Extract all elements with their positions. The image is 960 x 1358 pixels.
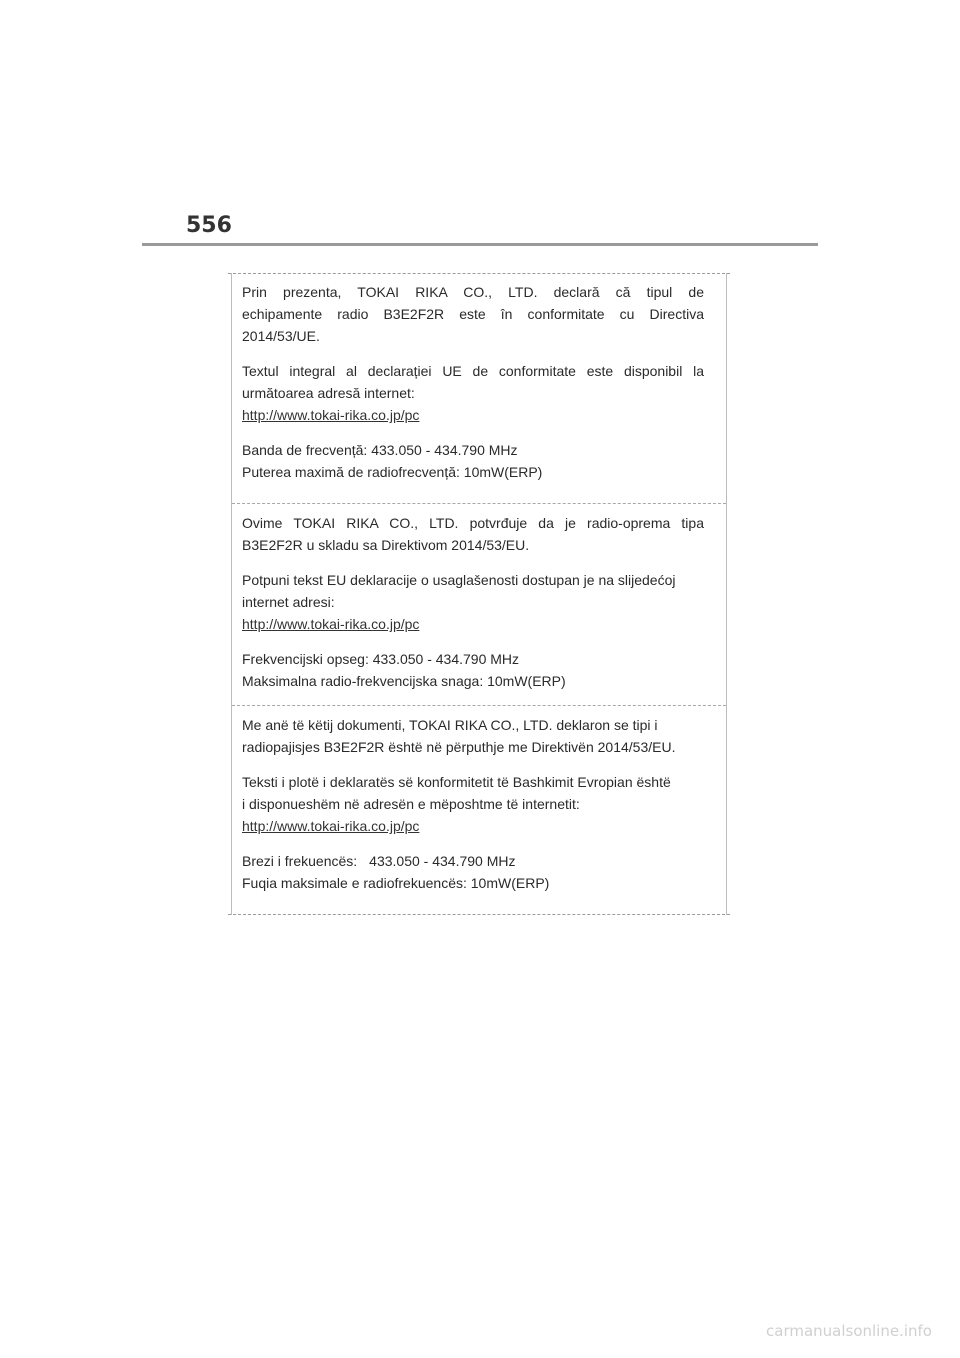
declaration-section-albanian [232,705,726,915]
watermark: carmanualsonline.info [766,1322,932,1340]
frequency-band: Frekvencijski opseg: 433.050 - 434.790 MHz [242,651,520,667]
declaration-box [231,273,727,915]
paragraph-line: Prin prezenta, TOKAI RIKA CO., LTD. declară că tipul de [242,284,704,300]
paragraph-line: i disponueshëm në adresën e mëposhtme të internetit: [242,796,580,812]
declaration-section-romanian [232,273,726,503]
declaration-link[interactable]: http://www.tokai-rika.co.jp/pc [242,818,420,834]
paragraph-line: radiopajisjes B3E2F2R është në përputhje me Direktivën 2014/53/EU. [242,739,676,755]
paragraph-line: B3E2F2R u skladu sa Direktivom 2014/53/EU. [242,537,530,553]
declaration-link[interactable]: http://www.tokai-rika.co.jp/pc [242,407,420,423]
paragraph-line: Potpuni tekst EU deklaracije o usaglašenosti dostupan je na slijedećoj [242,572,676,588]
max-power: Maksimalna radio-frekvencijska snaga: 10mW(ERP) [242,673,566,689]
max-power: Puterea maximă de radiofrecvență: 10mW(ERP) [242,464,543,480]
frequency-band-label: Brezi i frekuencës: [242,853,358,869]
paragraph-line: echipamente radio B3E2F2R este în conformitate cu Directiva [242,306,704,322]
paragraph-line: Me anë të këtij dokumenti, TOKAI RIKA CO., LTD. deklaron se tipi i [242,717,658,733]
paragraph-line: Ovime TOKAI RIKA CO., LTD. potvrđuje da je radio-oprema tipa [242,515,704,531]
declaration-link[interactable]: http://www.tokai-rika.co.jp/pc [242,616,420,632]
frequency-band: Banda de frecvență: 433.050 - 434.790 MHz [242,442,518,458]
frequency-band [242,850,704,872]
frequency-band-value: 433.050 - 434.790 MHz [369,853,516,869]
page-number: 556 [186,213,232,238]
paragraph-line: următoarea adresă internet: [242,385,415,401]
header-rule [142,243,818,246]
paragraph-line: Textul integral al declarației UE de conformitate este disponibil la [242,363,704,379]
paragraph-line: Teksti i plotë i deklaratës së konformitetit të Bashkimit Evropian është [242,774,671,790]
max-power: Fuqia maksimale e radiofrekuencës: 10mW(ERP) [242,875,550,891]
declaration-section-croatian [232,503,726,705]
paragraph-line: internet adresi: [242,594,335,610]
paragraph-line: 2014/53/UE. [242,328,320,344]
